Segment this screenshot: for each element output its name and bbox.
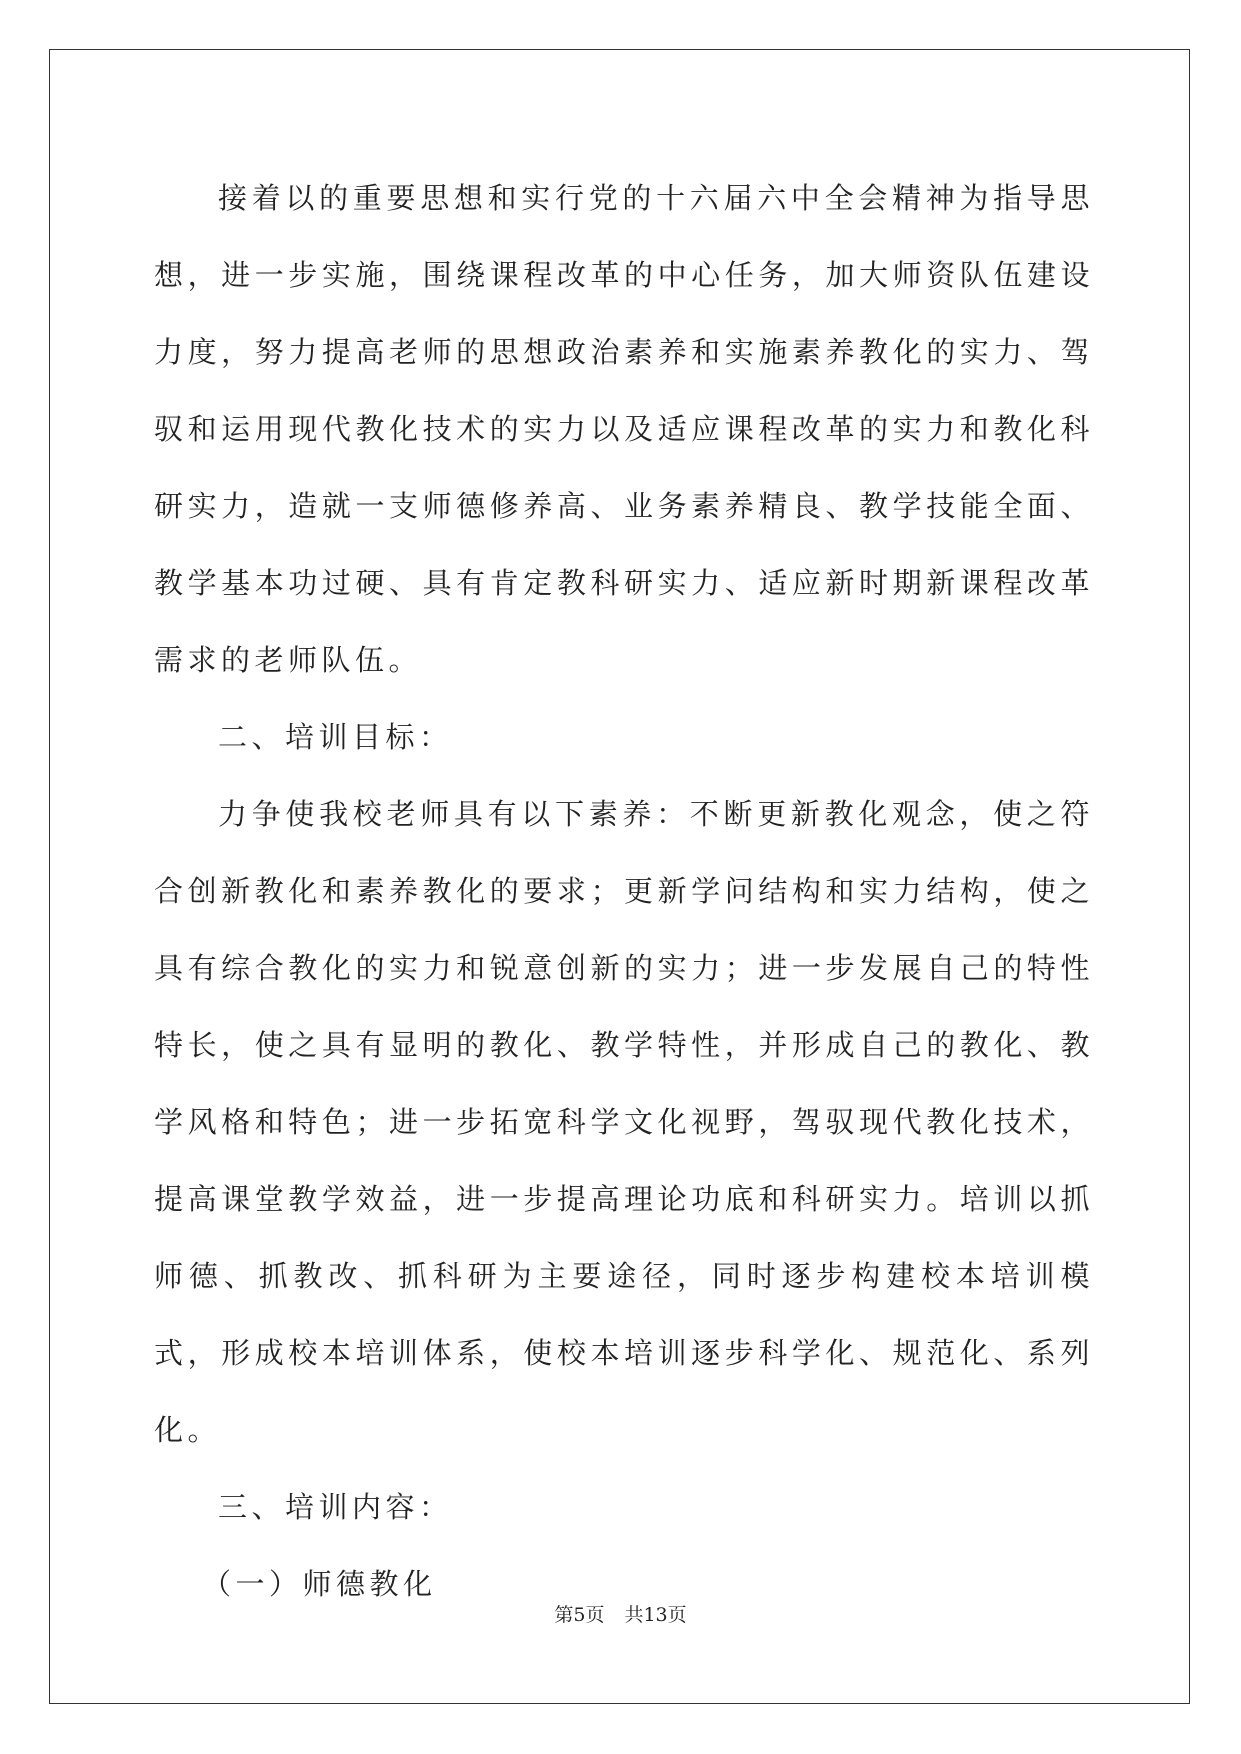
- page-number: 第5页: [554, 1604, 605, 1626]
- section-heading-training-content: 三、培训内容：: [218, 1490, 453, 1524]
- document-body: [154, 160, 1094, 1623]
- section-heading-training-goals: 二、培训目标：: [218, 720, 453, 754]
- paragraph-training-goals: 力争使我校老师具有以下素养：不断更新教化观念，使之符合创新教化和素养教化的要求；更新学问结构和实力结构，使之具有综合教化的实力和锐意创新的实力；进一步发展自己的特性特长，使之具有显明的教化、教学特性，并形成自己的教化、教学风格和特色；进一步拓宽科学文化视野，驾驭现代教化技术，提高课堂教学效益，进一步提高理论功底和科研实力。培训以抓师德、抓教改、抓科研为主要途径，同时逐步构建校本培训模式，形成校本培训体系，使校本培训逐步科学化、规范化、系列化。: [154, 797, 1094, 1447]
- paragraph-guiding-ideology: 接着以的重要思想和实行党的十六届六中全会精神为指导思想，进一步实施，围绕课程改革的中心任务，加大师资队伍建设力度，努力提高老师的思想政治素养和实施素养教化的实力、驾驭和运用现代教化技术的实力以及适应课程改革的实力和教化科研实力，造就一支师德修养高、业务素养精良、教学技能全面、教学基本功过硬、具有肯定教科研实力、适应新时期新课程改革需求的老师队伍。: [154, 181, 1094, 677]
- subsection-heading-ethics: （一）师德教化: [202, 1567, 437, 1601]
- page-footer: [0, 1600, 1241, 1627]
- page-total: 共13页: [624, 1604, 687, 1626]
